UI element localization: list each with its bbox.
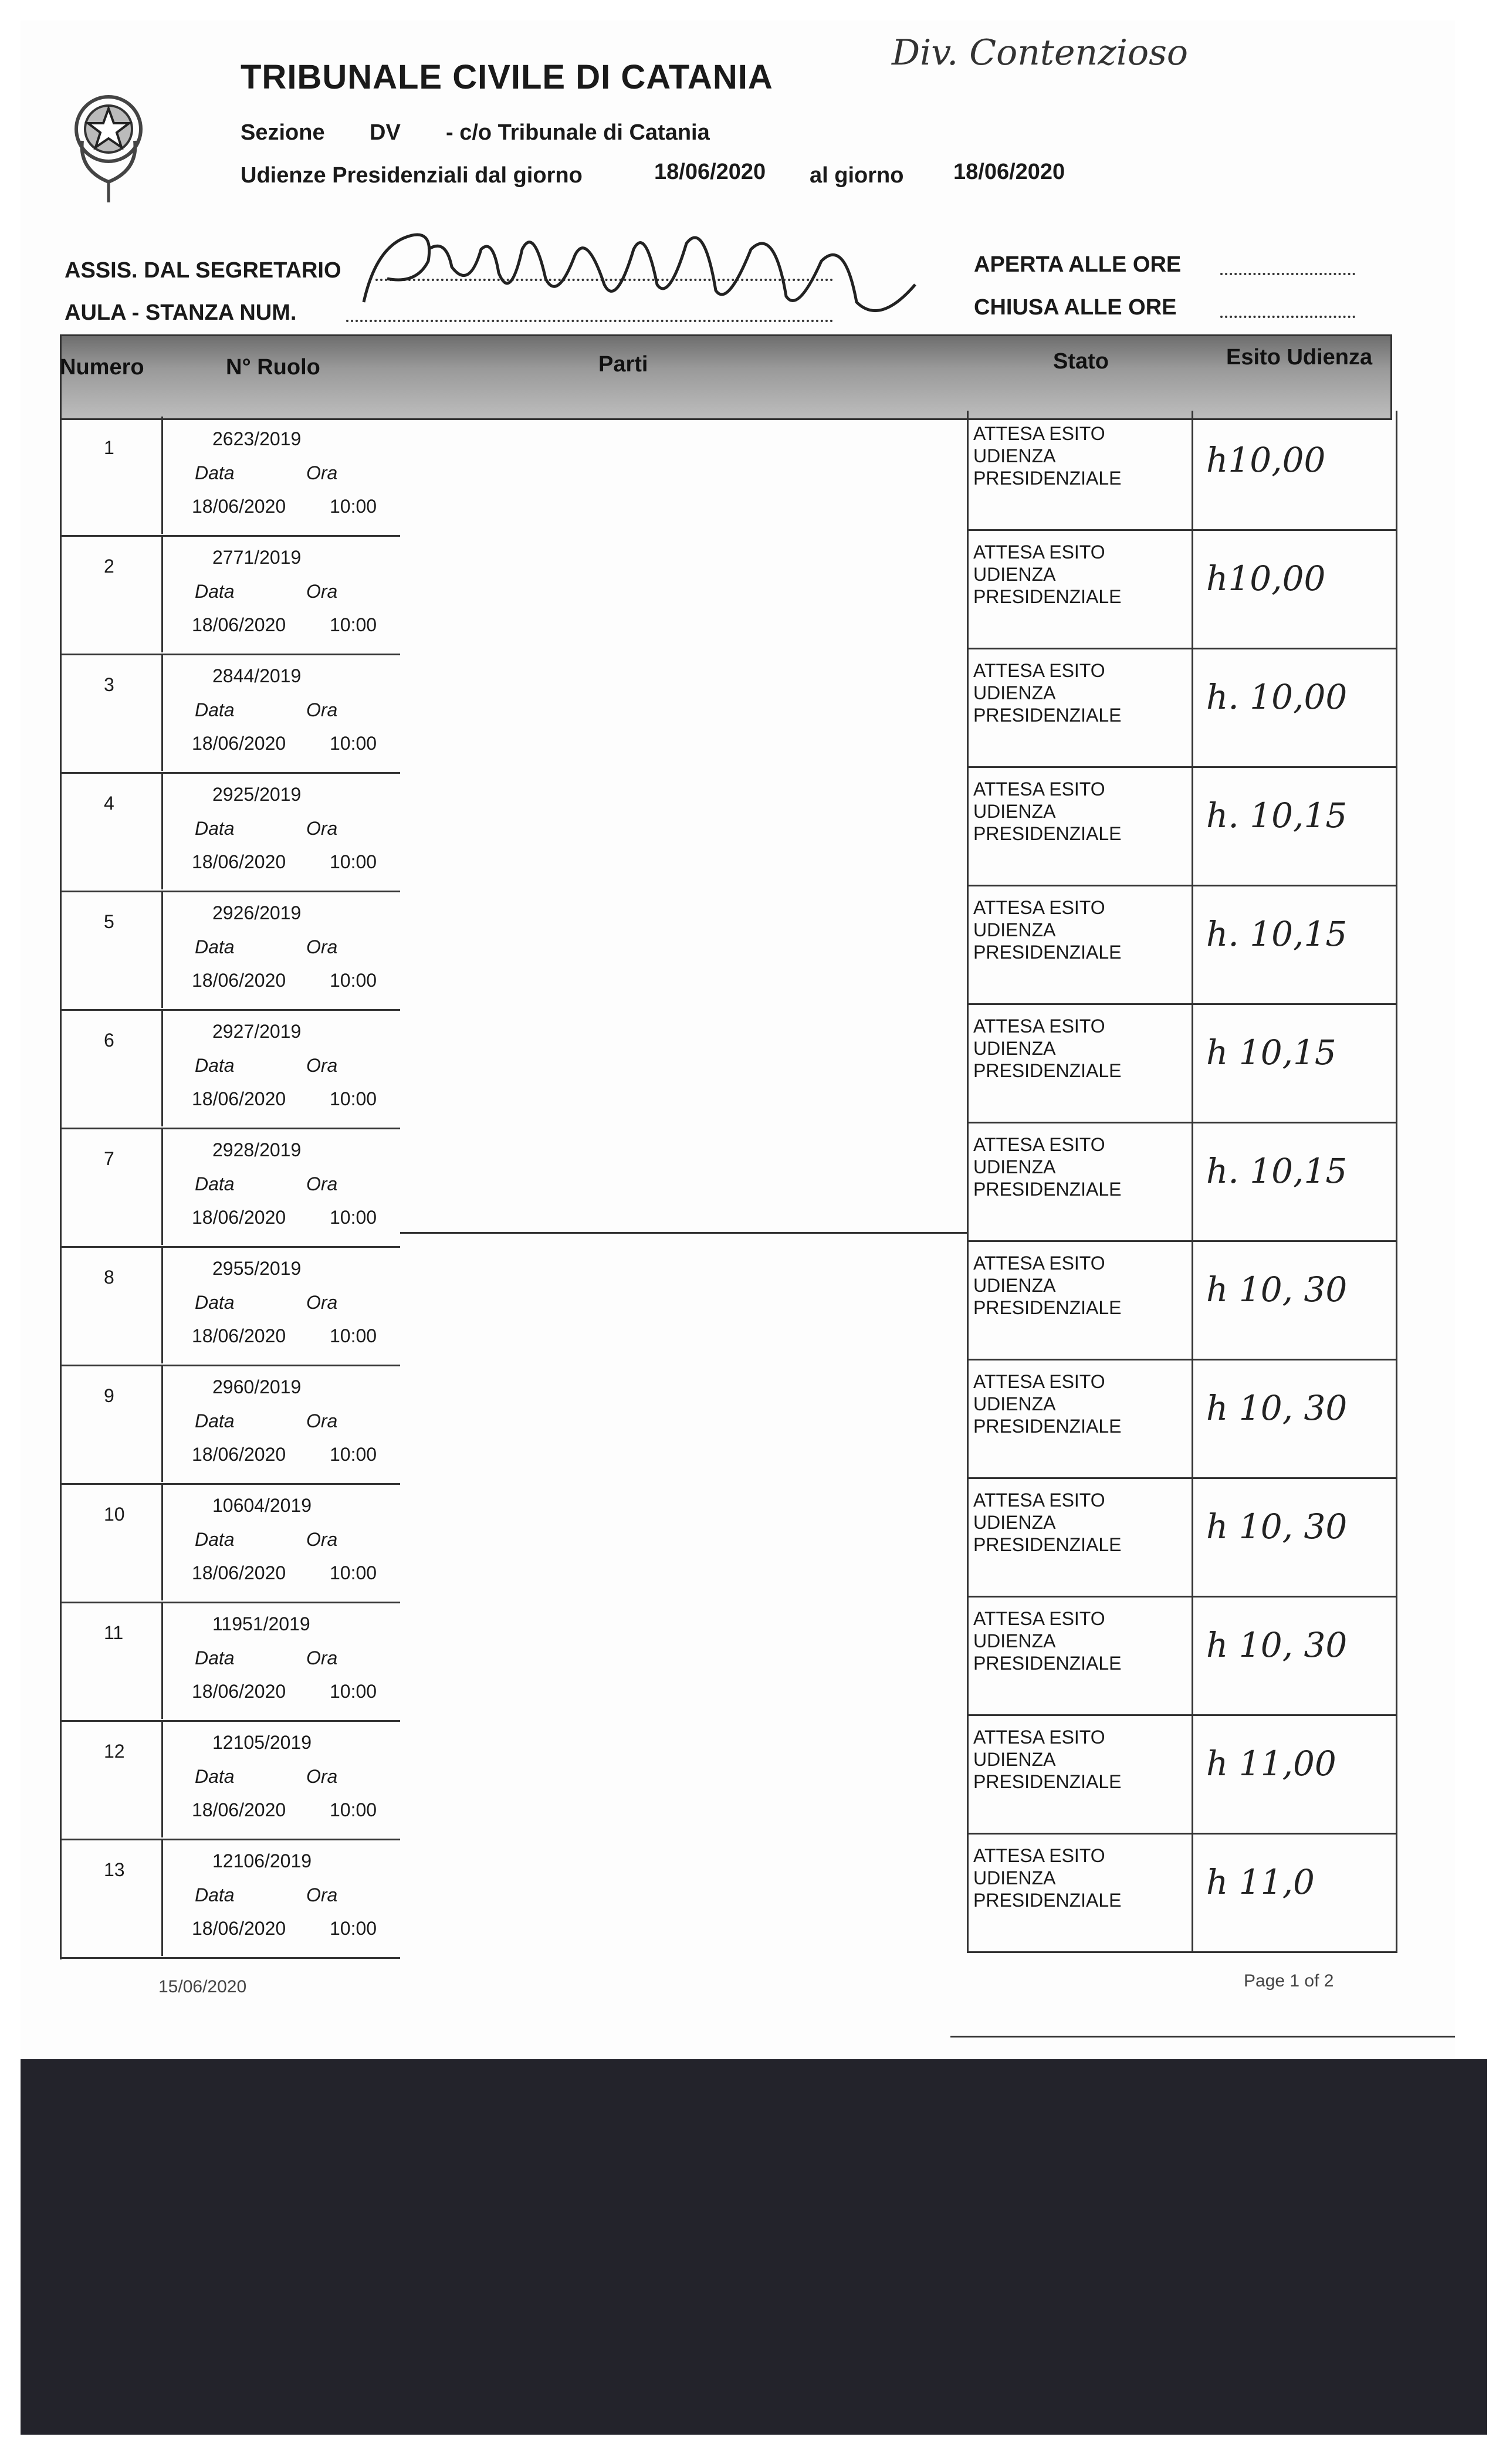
row-number: 6	[104, 1030, 114, 1051]
row-esito-handwritten: h10,00	[1206, 440, 1326, 480]
row-ora-label: Ora	[306, 699, 338, 720]
date-from: 18/06/2020	[654, 160, 766, 184]
row-stato: ATTESA ESITO UDIENZA PRESIDENZIALE	[973, 423, 1122, 489]
row-ora-label: Ora	[306, 936, 338, 957]
row-number: 5	[104, 911, 114, 932]
row-ora-label: Ora	[306, 1410, 338, 1431]
row-ruolo: 10604/2019	[212, 1495, 312, 1516]
row-ora: 10:00	[330, 614, 377, 635]
scanner-background	[21, 2059, 1487, 2435]
row-stato: ATTESA ESITO UDIENZA PRESIDENZIALE	[973, 541, 1122, 607]
row-data: 18/06/2020	[192, 1207, 286, 1228]
row-ora: 10:00	[330, 733, 377, 754]
date-to: 18/06/2020	[953, 160, 1065, 184]
row-ora-label: Ora	[306, 1647, 338, 1668]
row-stato: ATTESA ESITO UDIENZA PRESIDENZIALE	[973, 779, 1122, 844]
table-row-status	[967, 648, 1397, 768]
table-row	[60, 1128, 400, 1248]
row-ora: 10:00	[330, 496, 377, 517]
table-row	[60, 1483, 400, 1603]
print-date: 15/06/2020	[158, 1977, 247, 1996]
handwritten-signature	[352, 214, 939, 331]
row-ruolo: 11951/2019	[212, 1613, 310, 1634]
row-ora-label: Ora	[306, 1292, 338, 1313]
row-data: 18/06/2020	[192, 851, 286, 872]
row-stato: ATTESA ESITO UDIENZA PRESIDENZIALE	[973, 1371, 1122, 1437]
row-data-label: Data	[195, 936, 235, 957]
col-parti: Parti	[598, 352, 648, 377]
row-number: 3	[104, 674, 114, 695]
row-data-label: Data	[195, 818, 235, 839]
row-number: 4	[104, 793, 114, 814]
row-data-label: Data	[195, 1884, 235, 1905]
row-stato: ATTESA ESITO UDIENZA PRESIDENZIALE	[973, 1134, 1122, 1200]
row-ruolo: 2928/2019	[212, 1139, 302, 1160]
row-esito-handwritten: h 10, 30	[1206, 1625, 1348, 1665]
row-esito-handwritten: h10,00	[1206, 559, 1326, 598]
row-data: 18/06/2020	[192, 1799, 286, 1820]
row-data-label: Data	[195, 1529, 235, 1550]
row-data: 18/06/2020	[192, 1681, 286, 1702]
row-number: 11	[104, 1622, 124, 1643]
row-number: 10	[104, 1504, 125, 1525]
aula-stanza-label: AULA - STANZA NUM.	[65, 300, 297, 325]
table-row	[60, 1602, 400, 1722]
row-data-label: Data	[195, 581, 235, 602]
row-ora-label: Ora	[306, 1766, 338, 1787]
row-esito-handwritten: h. 10,15	[1206, 1151, 1348, 1191]
page-indicator: Page 1 of 2	[1244, 1971, 1334, 1991]
row-ora: 10:00	[330, 1325, 377, 1346]
row-ruolo: 2960/2019	[212, 1376, 302, 1397]
sezione-value: DV	[370, 120, 401, 145]
row-number: 12	[104, 1741, 125, 1762]
table-row-status	[967, 1240, 1397, 1360]
row-ora-label: Ora	[306, 1884, 338, 1905]
table-row-status	[967, 411, 1397, 531]
row-data-label: Data	[195, 1647, 235, 1668]
row-esito-handwritten: h 10,15	[1206, 1033, 1336, 1072]
chiusa-ore-label: CHIUSA ALLE ORE	[974, 295, 1177, 320]
table-row	[60, 654, 400, 774]
row-stato: ATTESA ESITO UDIENZA PRESIDENZIALE	[973, 897, 1122, 963]
row-data-label: Data	[195, 1766, 235, 1787]
table-row-status	[967, 1359, 1397, 1479]
row-data-label: Data	[195, 462, 235, 483]
row-esito-handwritten: h 10, 30	[1206, 1270, 1348, 1309]
row-data-label: Data	[195, 1410, 235, 1431]
handwritten-division-note: Div. Contenzioso	[892, 32, 1188, 73]
table-row	[60, 891, 400, 1011]
row-number: 8	[104, 1267, 114, 1288]
row-ruolo: 2926/2019	[212, 902, 302, 923]
table-row	[60, 417, 400, 537]
row-data: 18/06/2020	[192, 1088, 286, 1109]
table-row-status	[967, 1596, 1397, 1716]
row-ora: 10:00	[330, 1918, 377, 1939]
table-row	[60, 535, 400, 655]
row-data-label: Data	[195, 1173, 235, 1194]
row-ora-label: Ora	[306, 1173, 338, 1194]
row-ruolo: 2623/2019	[212, 428, 302, 449]
row-esito-handwritten: h. 10,15	[1206, 796, 1348, 835]
row-data: 18/06/2020	[192, 1325, 286, 1346]
row-data: 18/06/2020	[192, 970, 286, 991]
row-data: 18/06/2020	[192, 733, 286, 754]
row-stato: ATTESA ESITO UDIENZA PRESIDENZIALE	[973, 1490, 1122, 1555]
row-ora-label: Ora	[306, 818, 338, 839]
al-giorno-label: al giorno	[810, 163, 904, 188]
row-esito-handwritten: h 10, 30	[1206, 1388, 1348, 1428]
footer-rule	[950, 2036, 1455, 2037]
row-number: 13	[104, 1859, 125, 1880]
row-ruolo: 2955/2019	[212, 1258, 302, 1279]
row-stato: ATTESA ESITO UDIENZA PRESIDENZIALE	[973, 1608, 1122, 1674]
aperta-dotted-line	[1220, 273, 1355, 275]
col-stato: Stato	[1053, 349, 1109, 374]
row-data: 18/06/2020	[192, 1562, 286, 1583]
assis-segretario-label: ASSIS. DAL SEGRETARIO	[65, 258, 341, 283]
row-ora: 10:00	[330, 1562, 377, 1583]
col-ruolo: N° Ruolo	[226, 355, 320, 380]
row-ruolo: 12105/2019	[212, 1732, 312, 1753]
row-data: 18/06/2020	[192, 1444, 286, 1465]
chiusa-dotted-line	[1220, 316, 1355, 318]
col-numero: Numero	[60, 355, 144, 380]
row-ruolo: 2771/2019	[212, 547, 302, 568]
row-ora: 10:00	[330, 1799, 377, 1820]
table-row	[60, 1246, 400, 1366]
table-row-status	[967, 1003, 1397, 1123]
row-ora: 10:00	[330, 1444, 377, 1465]
row-stato: ATTESA ESITO UDIENZA PRESIDENZIALE	[973, 660, 1122, 726]
table-row-status	[967, 766, 1397, 886]
row-ora: 10:00	[330, 851, 377, 872]
table-row-status	[967, 1833, 1397, 1953]
row-number: 7	[104, 1148, 114, 1169]
row-ruolo: 12106/2019	[212, 1850, 312, 1871]
table-row-status	[967, 885, 1397, 1005]
table-row-status	[967, 529, 1397, 649]
col-esito: Esito Udienza	[1226, 345, 1373, 370]
row-ora: 10:00	[330, 970, 377, 991]
row-stato: ATTESA ESITO UDIENZA PRESIDENZIALE	[973, 1727, 1122, 1792]
row-data: 18/06/2020	[192, 614, 286, 635]
table-row	[60, 772, 400, 892]
row-data-label: Data	[195, 1292, 235, 1313]
table-row	[60, 1365, 400, 1485]
row-esito-handwritten: h. 10,00	[1206, 677, 1348, 717]
row-esito-handwritten: h 11,00	[1206, 1744, 1336, 1783]
table-row-status	[967, 1477, 1397, 1597]
table-row	[60, 1720, 400, 1840]
emblem-icon	[73, 82, 144, 205]
row-esito-handwritten: h 10, 30	[1206, 1507, 1348, 1546]
aperta-ore-label: APERTA ALLE ORE	[974, 252, 1182, 277]
row-ora: 10:00	[330, 1681, 377, 1702]
table-row-status	[967, 1122, 1397, 1242]
row-ora-label: Ora	[306, 581, 338, 602]
row-ora: 10:00	[330, 1207, 377, 1228]
row-stato: ATTESA ESITO UDIENZA PRESIDENZIALE	[973, 1016, 1122, 1081]
row-stato: ATTESA ESITO UDIENZA PRESIDENZIALE	[973, 1253, 1122, 1318]
table-row	[60, 1009, 400, 1129]
row-ruolo: 2925/2019	[212, 784, 302, 805]
row-ora-label: Ora	[306, 1055, 338, 1076]
row-data: 18/06/2020	[192, 1918, 286, 1939]
court-title: TRIBUNALE CIVILE DI CATANIA	[241, 58, 773, 96]
row-esito-handwritten: h 11,0	[1206, 1862, 1315, 1902]
row-data-label: Data	[195, 699, 235, 720]
table-row	[60, 1839, 400, 1959]
row-stato: ATTESA ESITO UDIENZA PRESIDENZIALE	[973, 1845, 1122, 1911]
sezione-sede: - c/o Tribunale di Catania	[446, 120, 710, 145]
row-ora-label: Ora	[306, 462, 338, 483]
sezione-label: Sezione	[241, 120, 325, 145]
udienze-label: Udienze Presidenziali dal giorno	[241, 163, 583, 188]
row-number: 1	[104, 437, 114, 458]
row-number: 9	[104, 1385, 114, 1406]
row-number: 2	[104, 556, 114, 577]
row-ruolo: 2927/2019	[212, 1021, 302, 1042]
row-data-label: Data	[195, 1055, 235, 1076]
row-esito-handwritten: h. 10,15	[1206, 914, 1348, 954]
parti-divider	[400, 1232, 967, 1234]
row-data: 18/06/2020	[192, 496, 286, 517]
row-ora-label: Ora	[306, 1529, 338, 1550]
table-row-status	[967, 1714, 1397, 1835]
row-ora: 10:00	[330, 1088, 377, 1109]
row-ruolo: 2844/2019	[212, 665, 302, 686]
